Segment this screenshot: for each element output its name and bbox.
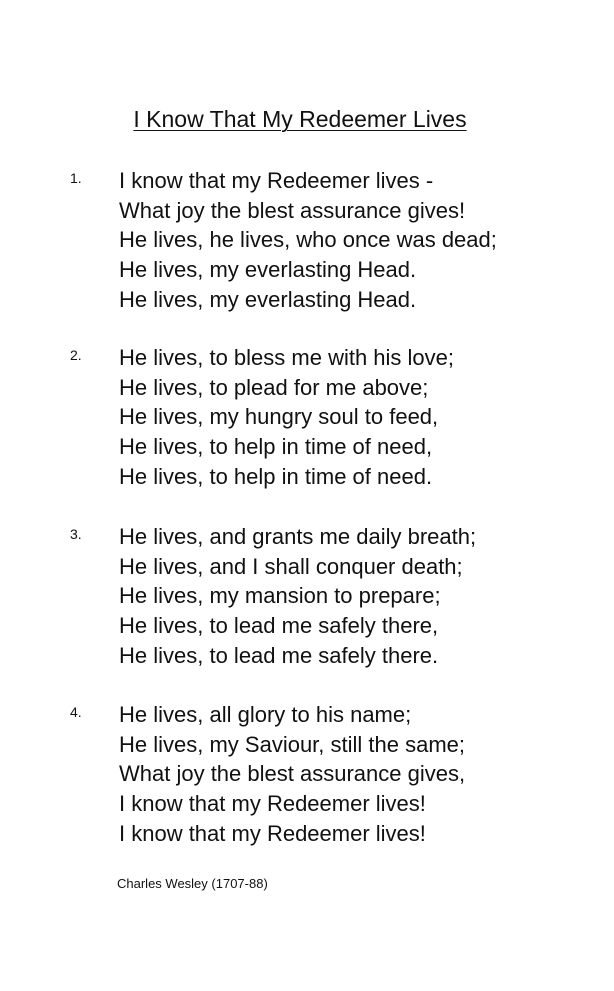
verse-lines xyxy=(119,700,465,849)
verse-line: He lives, my everlasting Head. xyxy=(119,257,417,283)
author-attribution: Charles Wesley (1707-88) xyxy=(117,876,268,891)
verse-lines xyxy=(119,166,497,315)
verse-line: What joy the blest assurance gives, xyxy=(119,761,466,787)
verse-line: He lives, to help in time of need, xyxy=(119,434,433,460)
verse-line: He lives, my mansion to prepare; xyxy=(119,583,441,609)
verse-line: He lives, to help in time of need. xyxy=(119,463,433,489)
verse-line: I know that my Redeemer lives! xyxy=(119,820,426,846)
verse-line: He lives, my Saviour, still the same; xyxy=(119,731,466,757)
verse-number: 1. xyxy=(70,170,82,186)
verse-lines xyxy=(119,522,476,671)
verse-line: He lives, to plead for me above; xyxy=(119,374,429,400)
verse-line: I know that my Redeemer lives - xyxy=(119,168,434,193)
verse-line: He lives, to bless me with his love; xyxy=(119,345,455,370)
verse-number: 2. xyxy=(70,347,82,363)
verse-line: He lives, my hungry soul to feed, xyxy=(119,404,439,430)
verse-number: 4. xyxy=(70,704,82,720)
verse-line: He lives, and grants me daily breath; xyxy=(119,524,477,549)
verse-lines xyxy=(119,343,454,492)
verse-line: What joy the blest assurance gives! xyxy=(119,197,466,223)
verse-line: He lives, to lead me safely there. xyxy=(119,642,439,668)
hymn-title: I Know That My Redeemer Lives xyxy=(133,106,467,132)
verse-line: He lives, all glory to his name; xyxy=(119,702,412,727)
verse-line: He lives, my everlasting Head. xyxy=(119,286,417,312)
verse-line: He lives, he lives, who once was dead; xyxy=(119,227,497,253)
verse-line: He lives, to lead me safely there, xyxy=(119,613,439,639)
verse-number: 3. xyxy=(70,526,82,542)
verse-line: He lives, and I shall conquer death; xyxy=(119,553,463,579)
verse-line: I know that my Redeemer lives! xyxy=(119,791,426,817)
